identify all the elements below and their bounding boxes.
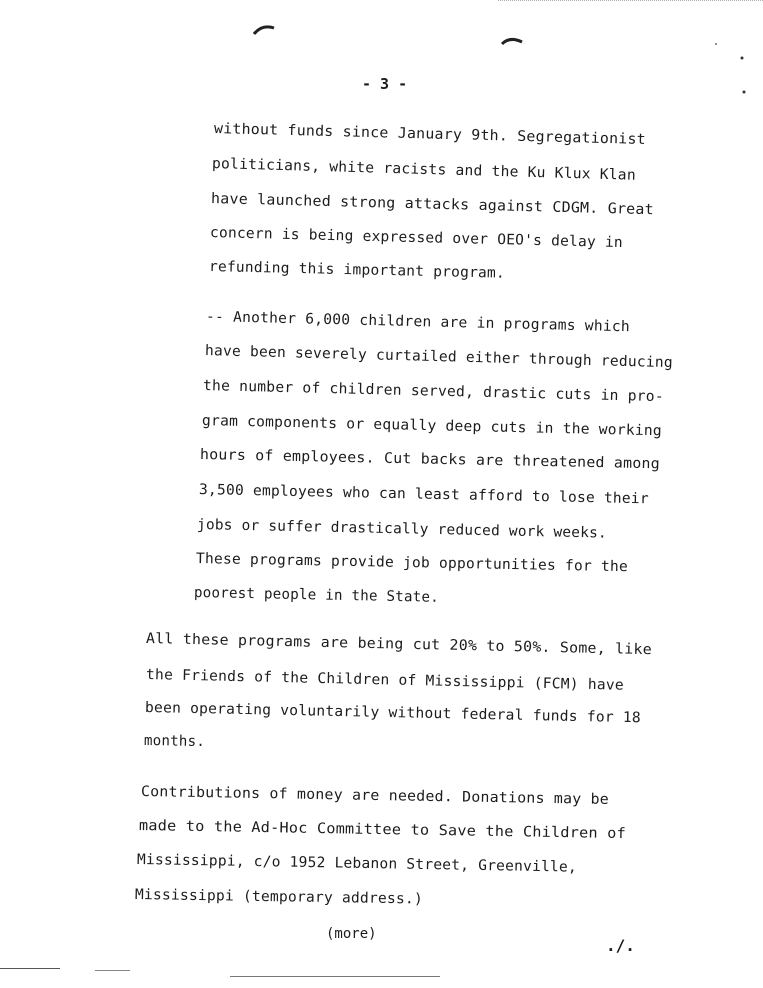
text-line: concern is being expressed over OEO's delay in: [209, 225, 624, 252]
text-line: All these programs are being cut 20% to 50%. Some, like: [145, 631, 653, 659]
text-line: Mississippi, c/o 1952 Lebanon Street, Greenville,: [136, 852, 578, 876]
continued-mark: ./.: [606, 936, 635, 955]
scan-bottom-rule: [95, 970, 130, 971]
text-line: the Friends of the Children of Mississippi (FCM) have: [145, 667, 625, 694]
text-line: Contributions of money are needed. Donations may be: [140, 784, 610, 808]
text-line: the number of children served, drastic cuts in pro-: [202, 378, 665, 406]
scan-speck-mark: [498, 34, 528, 50]
text-line: Mississippi (temporary address.): [134, 887, 424, 908]
text-line: 3,500 employees who can least afford to lose their: [198, 482, 650, 508]
text-line: hours of employees. Cut backs are threatened among: [199, 447, 661, 473]
scan-speck-mark: [710, 40, 750, 100]
text-line: poorest people in the State.: [193, 585, 440, 606]
scan-bottom-rule: [0, 968, 60, 969]
text-line: refunding this important program.: [208, 259, 506, 282]
page-number: - 3 -: [362, 75, 408, 93]
text-line: gram components or equally deep cuts in the working: [201, 413, 663, 440]
text-line: months.: [143, 733, 206, 751]
scan-speck-mark: [250, 22, 280, 38]
text-line: politicians, white racists and the Ku Klux Klan: [211, 156, 637, 184]
text-line: These programs provide job opportunities for the: [195, 551, 629, 576]
text-line: jobs or suffer drastically reduced work weeks.: [196, 517, 608, 542]
scan-bottom-rule: [230, 976, 440, 977]
text-line: made to the Ad-Hoc Committee to Save the Children of: [138, 818, 627, 843]
text-line: without funds since January 9th. Segregationist: [213, 121, 647, 148]
scan-edge-dots: [498, 0, 763, 4]
text-line: have launched strong attacks against CDGM. Great: [210, 191, 655, 219]
text-line: -- Another 6,000 children are in programs which: [205, 309, 631, 336]
text-line: have been severely curtailed either through reducing: [204, 343, 674, 372]
more-label: (more): [326, 926, 377, 942]
text-line: been operating voluntarily without federal funds for 18: [144, 700, 642, 727]
